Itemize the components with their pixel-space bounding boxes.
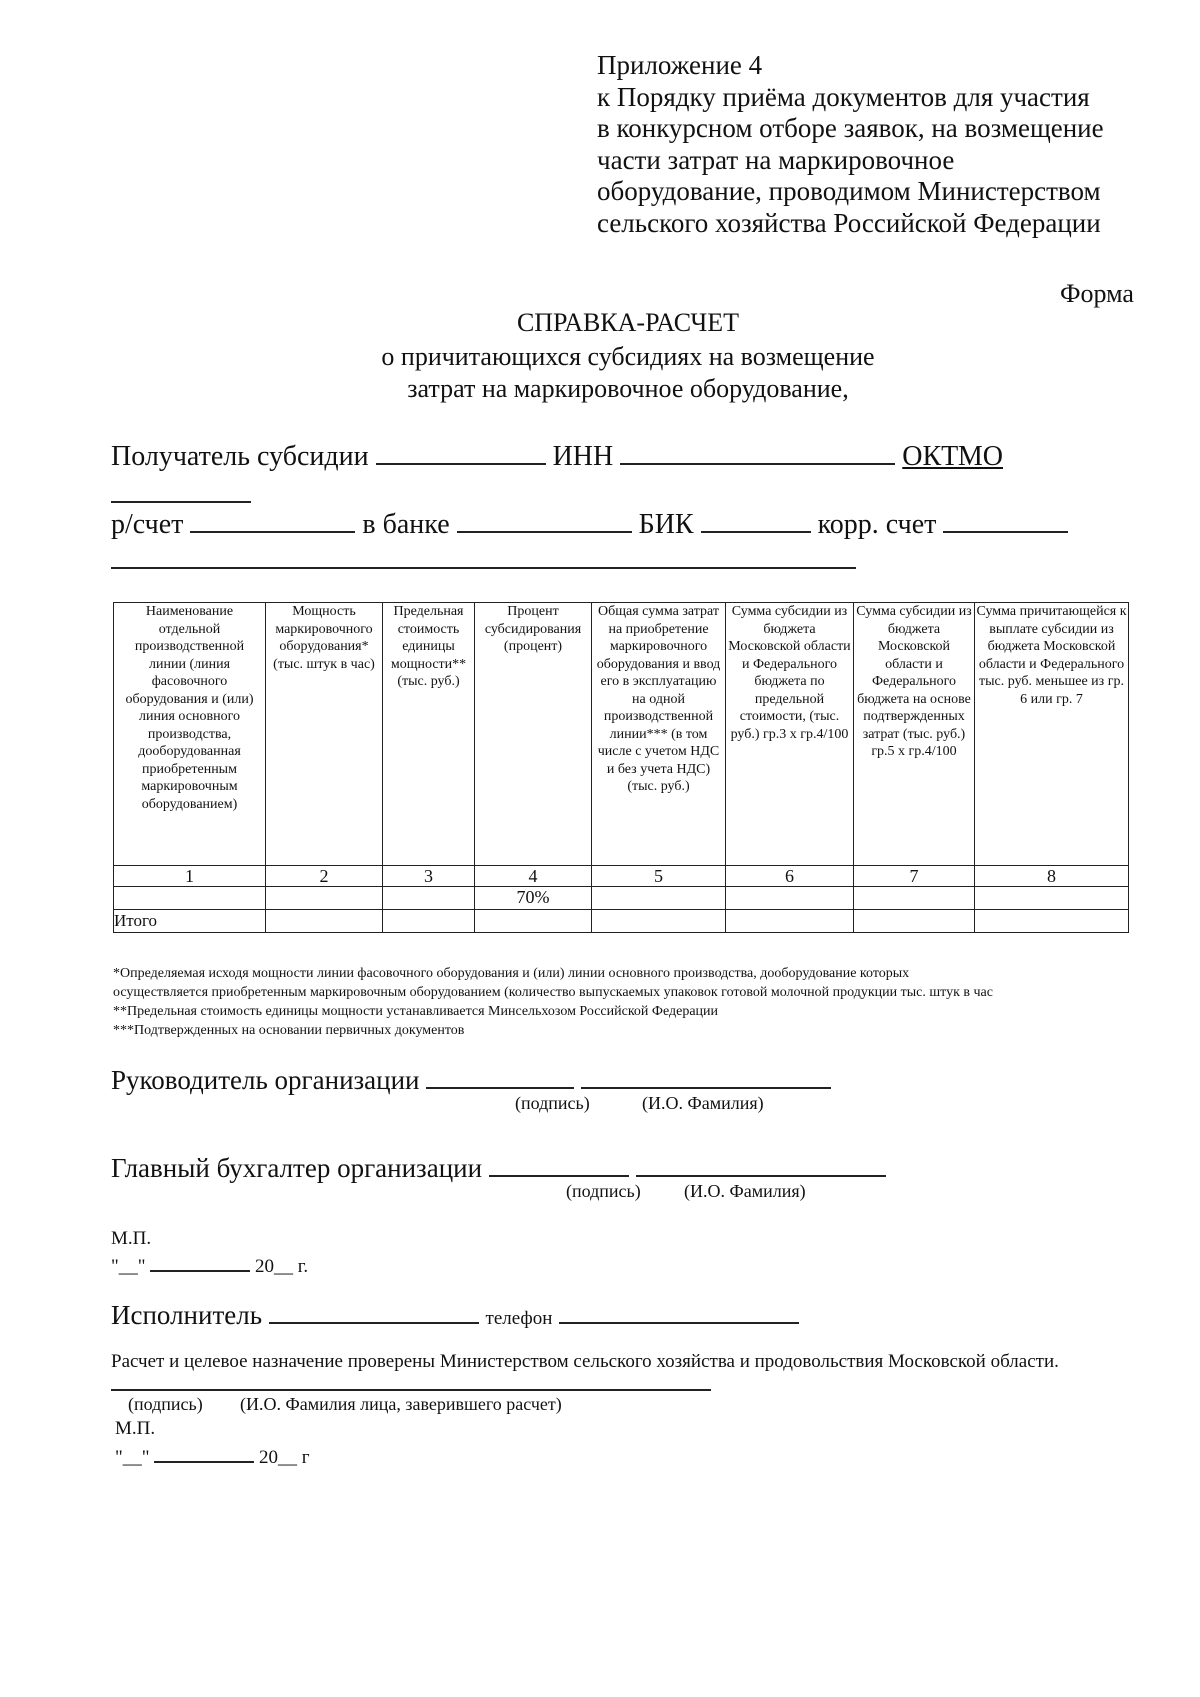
table-cell[interactable] — [975, 887, 1129, 910]
header-cell: Сумма причитающейся к выплате субсидии из бюджета Московской области и Федерального тыс. руб. меньшее из гр. 6 или гр. 7 — [975, 603, 1129, 866]
header-cell: Предельная стоимость единицы мощности** (тыс. руб.) — [383, 603, 475, 866]
table-cell[interactable] — [592, 887, 726, 910]
verification-signature-field[interactable] — [111, 1389, 711, 1391]
appendix-line: оборудование, проводимом Министерством — [597, 176, 1101, 206]
accountant-signature-field[interactable] — [489, 1149, 629, 1177]
calculation-table — [113, 602, 1129, 933]
verification-text: Расчет и целевое назначение проверены Министерством сельского хозяйства и продовольствия Московской области. — [111, 1351, 1059, 1372]
column-number: 1 — [114, 866, 266, 887]
header-cell: Наименование отдельной производственной линии (линия фасовочного оборудования и (или) линия основного производства, дооборудованная приобретенным маркировочным оборудованием) — [114, 603, 266, 866]
column-number: 7 — [854, 866, 975, 887]
date-row — [111, 1252, 308, 1278]
table-cell[interactable] — [592, 910, 726, 933]
footnotes — [113, 964, 993, 1040]
verification-date-month-field[interactable] — [154, 1443, 254, 1463]
verification-date-year: 20__ г — [259, 1447, 310, 1468]
head-name-field[interactable] — [581, 1061, 831, 1089]
account-field[interactable] — [190, 505, 355, 533]
accountant-name-field[interactable] — [636, 1149, 886, 1177]
table-cell[interactable] — [383, 887, 475, 910]
form-label: Форма — [1060, 279, 1134, 308]
bik-label: БИК — [638, 509, 694, 540]
table-cell[interactable] — [114, 887, 266, 910]
appendix-line: сельского хозяйства Российской Федерации — [597, 207, 1101, 238]
head-signature-field[interactable] — [426, 1061, 574, 1089]
table-header-row — [114, 603, 1129, 866]
inn-label: ИНН — [552, 441, 614, 472]
footnote: осуществляется приобретенным маркировочным оборудованием (количество выпускаемых упаковок готовой молочной продукции тыс. штук в час — [113, 985, 993, 1000]
accountant-signature-caption: (подпись) — [566, 1181, 641, 1201]
accountant-name-caption: (И.О. Фамилия) — [684, 1181, 806, 1201]
table-cell[interactable] — [726, 887, 854, 910]
table-cell[interactable] — [854, 910, 975, 933]
appendix-line: к Порядку приёма документов для участия — [597, 81, 1090, 112]
head-signature-caption: (подпись) — [515, 1093, 590, 1113]
document-subtitle-1: о причитающихся субсидиях на возмещение — [381, 342, 875, 371]
footnote: **Предельная стоимость единицы мощности устанавливается Минсельхозом Российской Федерации — [113, 1004, 719, 1019]
column-number: 5 — [592, 866, 726, 887]
column-number: 6 — [726, 866, 854, 887]
column-number: 3 — [383, 866, 475, 887]
executor-label: Исполнитель — [111, 1300, 263, 1330]
verification-name-caption: (И.О. Фамилия лица, заверившего расчет) — [240, 1394, 562, 1414]
head-name-caption: (И.О. Фамилия) — [642, 1093, 764, 1113]
verification-date-row — [115, 1443, 310, 1469]
header-cell: Мощность маркировочного оборудования* (тыс. штук в час) — [266, 603, 383, 866]
executor-row — [111, 1296, 799, 1331]
verification-signature-caption: (подпись) — [128, 1394, 203, 1414]
document-title: СПРАВКА-РАСЧЕТ — [516, 308, 740, 337]
column-number: 4 — [475, 866, 592, 887]
total-label: Итого — [114, 910, 266, 933]
table-cell[interactable] — [383, 910, 475, 933]
head-label: Руководитель организации — [111, 1065, 420, 1095]
head-signature-row — [111, 1061, 831, 1096]
table-cell[interactable] — [726, 910, 854, 933]
footnote: ***Подтвержденных на основании первичных документов — [113, 1023, 465, 1038]
header-cell: Сумма субсидии из бюджета Московской области и Федерального бюджета на основе подтвержденных затрат (тыс. руб.) гр.5 х гр.4/100 — [854, 603, 975, 866]
executor-field[interactable] — [269, 1296, 479, 1324]
corr-field[interactable] — [943, 505, 1068, 533]
accountant-label: Главный бухгалтер организации — [111, 1153, 483, 1183]
corr-field-continuation[interactable] — [111, 567, 856, 569]
appendix-line: части затрат на маркировочное — [597, 144, 955, 175]
header-cell: Общая сумма затрат на приобретение маркировочного оборудования и ввод его в эксплуатацию на одной производственной линии*** (в том числе с учетом НДС и без учета НДС) (тыс. руб.) — [592, 603, 726, 866]
phone-label: телефон — [485, 1308, 553, 1329]
recipient-label: Получатель субсидии — [111, 441, 369, 472]
phone-field[interactable] — [559, 1296, 799, 1324]
bank-label: в банке — [362, 509, 450, 540]
account-label: р/счет — [111, 509, 184, 540]
table-cell[interactable] — [266, 910, 383, 933]
table-row — [114, 887, 1129, 910]
table-cell[interactable] — [475, 910, 592, 933]
verification-stamp-label: М.П. — [115, 1418, 156, 1439]
table-cell[interactable] — [266, 887, 383, 910]
corr-label: корр. счет — [817, 509, 937, 540]
date-year: 20__ г. — [255, 1256, 309, 1277]
accountant-signature-row — [111, 1149, 886, 1184]
verification-date-day: "__" — [115, 1447, 150, 1468]
column-number: 8 — [975, 866, 1129, 887]
date-day: "__" — [111, 1256, 146, 1277]
document-subtitle-2: затрат на маркировочное оборудование, — [407, 374, 849, 403]
footnote: *Определяемая исходя мощности линии фасовочного оборудования и (или) линии основного производства, дооборудование которых — [113, 966, 910, 981]
recipient-field[interactable] — [376, 437, 546, 465]
appendix-line: Приложение 4 — [597, 50, 763, 80]
stamp-label: М.П. — [111, 1228, 152, 1249]
appendix-block — [597, 50, 1157, 239]
header-cell: Сумма субсидии из бюджета Московской области и Федерального бюджета по предельной стоимости, (тыс. руб.) гр.3 х гр.4/100 — [726, 603, 854, 866]
table-column-numbers — [114, 866, 1129, 887]
bank-field[interactable] — [457, 505, 632, 533]
table-total-row — [114, 910, 1129, 933]
date-month-field[interactable] — [150, 1252, 250, 1272]
oktmo-field[interactable] — [111, 501, 251, 503]
appendix-line: в конкурсном отборе заявок, на возмещение — [597, 113, 1104, 143]
bank-row — [111, 505, 1068, 541]
header-cell: Процент субсидирования (процент) — [475, 603, 592, 866]
table-cell[interactable] — [854, 887, 975, 910]
percent-cell: 70% — [475, 887, 592, 910]
table-cell[interactable] — [975, 910, 1129, 933]
column-number: 2 — [266, 866, 383, 887]
oktmo-label: ОКТМО — [902, 441, 1003, 472]
bik-field[interactable] — [701, 505, 811, 533]
inn-field[interactable] — [620, 437, 895, 465]
recipient-row — [111, 437, 1003, 473]
